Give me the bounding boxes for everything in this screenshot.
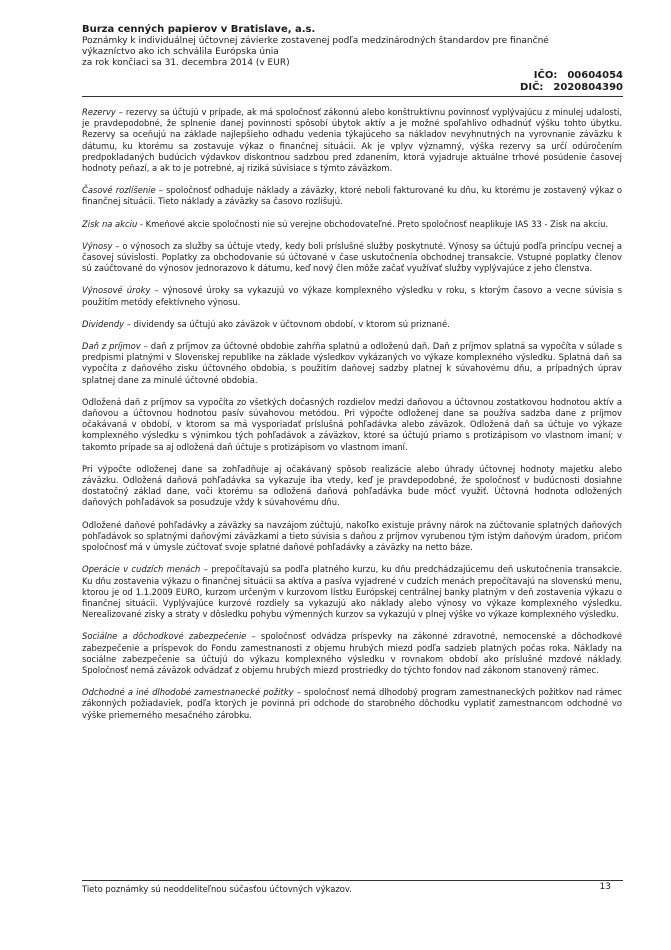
paragraph-text: – daň z príjmov za účtovné obdobie zahŕňa splatnú a odloženú daň. Daň z príjmov splatná sa vypočíta v súlade s predpismi platnými v Slovenskej republike na základe výsledkov vykázaných vo výkaze komplexného výsledku. Splatná daň sa vypočíta z daňového zisku účtovného obdobia, s použitím daňovej sadzby platnej k súvahovému dňu, a prípadných úprav splatnej dane za minulé účtovné obdobia. [82,341,622,385]
company-identifiers [520,70,623,94]
paragraph-text: – spoločnosť odhaduje náklady a záväzky, ktoré neboli fakturované ku dňu, ku ktorému je zostavený výkaz o finančnej situácii. Tieto náklady a záväzky sa časovo rozlišujú. [82,185,622,207]
paragraph-zisk-na-akciu [82,219,622,230]
term-label: Dividendy [82,318,125,329]
term-label: Rezervy [82,107,116,117]
page-number: 13 [599,882,611,892]
term-label: Výnosové úroky [82,285,151,296]
paragraph-odlozena-dan [82,397,622,453]
term-label: Zisk na akciu [82,218,138,229]
paragraph-dan-z-prijmov [82,341,622,386]
paragraph-socialne-zabezpecenie [82,631,622,676]
term-label: Časové rozlíšenie [82,185,156,196]
header-divider [82,96,623,97]
paragraph-odchodne [82,687,622,721]
paragraph-dividendy [82,319,622,330]
document-body [82,107,622,732]
term-label: Výnosy [82,240,113,251]
paragraph-text: - Kmeňové akcie spoločnosti nie sú verejne obchodovateľné. Preto spoločnosť neaplikuje IAS 33 - Zisk na akciu. [137,218,609,229]
paragraph-casove-rozlisenie [82,185,622,207]
paragraph-text: – o výnosoch za služby sa účtuje vtedy, kedy boli príslušné služby poskytnuté. Výnosy sa účtujú podľa princípu vecnej a časovej súvislosti. Poplatky za obchodovanie sú účtované v čase uskutočnenia obchodnej transakcie. Vstupné poplatky členov sú zaúčtované do výnosov jednorazovo k dátumu, keď nový člen môže začať využívať služby vyplývajúce z jeho členstva. [82,240,622,274]
header-line-1: Poznámky k individuálnej účtovnej závierke zostavenej podľa medzinárodných štandardov pre finančné [82,36,549,46]
paragraph-vynosove-uroky [82,285,622,307]
dic-value: 2020804390 [553,82,623,93]
header-line-2: výkazníctvo ako ich schválila Európska únia [82,47,279,57]
paragraph-text: Odložená daň z príjmov sa vypočíta zo všetkých dočasných rozdielov medzi daňovou a účtovnou zostatkovou hodnotou aktív a daňovou a účtovnou hodnotou pasív súvahovou metódou. Pri výpočte odloženej dane sa používa sadzba dane z príjmov očakávaná v období, v ktorom sa má vysporiadať príslušná pohľadávka alebo záväzok. Odložená daň sa účtuje vo výkaze komplexného výsledku s výnimkou tých pohľadávok a záväzkov, ktoré sa účtujú priamo s protizápisom vo vlastnom imaní; v takomto prípade sa aj odložená daň účtuje s protizápisom vo vlastnom imaní. [82,396,622,452]
paragraph-text: – prepočítavajú sa podľa platného kurzu, ku dňu predchádzajúcemu deň uskutočnenia transakcie. Ku dňu zostavenia výkazu o finančnej situácii sa aktíva a pasíva vyjadrené v cudzích menách prepočítavajú na slovenskú menu, ktorou je od 1.1.2009 EURO, kurzom určeným v kurzovom lístku Európskej centrálnej banky platným v deň zostavenia výkazu o finančnej situácii. Vyplývajúce kurzové rozdiely sa vykazujú ako náklady alebo výnosy vo výkaze komplexného výsledku. Nerealizované zisky a straty v dôsledku pohybu výmenných kurzov sa vykazujú v plnej výške vo výkaze komplexného výsledku. [82,564,622,620]
footer-note: Tieto poznámky sú neoddeliteľnou súčasťou účtovných výkazov. [82,884,352,894]
footer-divider [82,880,623,881]
ico-label: IČO: [533,70,558,81]
header-line-3: za rok končiaci sa 31. decembra 2014 (v EUR) [82,58,290,68]
paragraph-text: – spoločnosť nemá dlhodobý program zamestnaneckých požitkov nad rámec zákonných požiadaviek, podľa ktorých je povinná pri odchode do starobného dôchodku vyplatiť zamestnancom odchodné vo výške priemerného mesačného zárobku. [82,687,622,720]
paragraph-text: – výnosové úroky sa vykazujú vo výkaze komplexného výsledku v roku, s ktorým časovo a vecne súvisia s použitím metódy efektívneho výnosu. [82,285,622,307]
document-header [82,24,602,69]
dic-label: DIČ: [520,82,544,93]
paragraph-rezervy [82,107,622,174]
dic-row [520,82,623,94]
paragraph-text: – dividendy sa účtujú ako záväzok v účtovnom období, v ktorom sú priznané. [124,318,450,329]
paragraph-text: – rezervy sa účtujú v prípade, ak má spoločnosť zákonnú alebo konštruktívnu povinnosť vyplývajúcu z minulej udalosti, je pravdepodobné, že splnenie danej povinnosti spôsobí úbytok aktív a je možné spoľahlivo odhadnúť výšku tohto úbytku. Rezervy sa oceňujú na základe najlepšieho odhadu vedenia týkajúceho sa nákladov nevyhnutných na vyrovnanie záväzku k dátumu, ku ktorému sa zostavuje výkaz o finančnej situácii. Ak je vplyv významný, výška rezervy sa určí odúročením predpokladaných budúcich výdavkov diskontnou sadzbou pred zdanením, ktorá vyjadruje aktuálne trhové posúdenie časovej hodnoty peňazí, a ak to je potrebné, aj riziká súvisiace s týmto záväzkom. [82,107,622,174]
company-name: Burza cenných papierov v Bratislave, a.s. [82,24,316,35]
paragraph-text: Odložené daňové pohľadávky a záväzky sa navzájom zúčtujú, nakoľko existuje právny nárok na zúčtovanie splatných daňových pohľadávok so splatnými daňovými záväzkami a tieto súvisia s daňou z príjmov vyrubenou tým istým daňovým úradom, pričom spoločnosť má v úmysle zúčtovať svoje splatné daňové pohľadávky a záväzky na netto báze. [82,519,622,553]
paragraph-operacie-v-cudzich-menach [82,564,622,620]
ico-value: 00604054 [567,70,623,81]
paragraph-vypocet-odlozenej-dane [82,464,622,509]
paragraph-vynosy [82,241,622,275]
paragraph-text: – spoločnosť odvádza príspevky na zákonné zdravotné, nemocenské a dôchodkové zabezpečenie a príspevok do Fondu zamestnanosti z objemu hrubých miezd podľa sadzieb platných počas roka. Náklady na sociálne zabezpečenie sa účtujú do výkazu komplexného výsledku v rovnakom období ako príslušné mzdové náklady. Spoločnosť nemá záväzok odvádzať z objemu hrubých miezd prostriedky do týchto fondov nad zákonom stanovený rámec. [82,631,622,675]
paragraph-text: Pri výpočte odloženej dane sa zohľadňuje aj očakávaný spôsob realizácie alebo úhrady účtovnej hodnoty majetku alebo záväzku. Odložená daňová pohľadávka sa vykazuje iba vtedy, keď je pravdepodobné, že spoločnosť v budúcnosti dosiahne dostatočný základ dane, voči ktorému sa odložená daňová pohľadávka bude môcť využiť. Účtovná hodnota odložených daňových pohľadávok sa posudzuje vždy k súvahovému dňu. [82,463,622,508]
term-label: Operácie v cudzích menách [82,564,201,575]
term-label: Daň z príjmov [82,341,141,352]
ico-row [520,70,623,82]
term-label: Sociálne a dôchodkové zabezpečenie [82,631,247,642]
paragraph-zuctovanie-danovych-pohladavok [82,520,622,554]
term-label: Odchodné a iné dlhodobé zamestnanecké požitky [82,687,294,698]
